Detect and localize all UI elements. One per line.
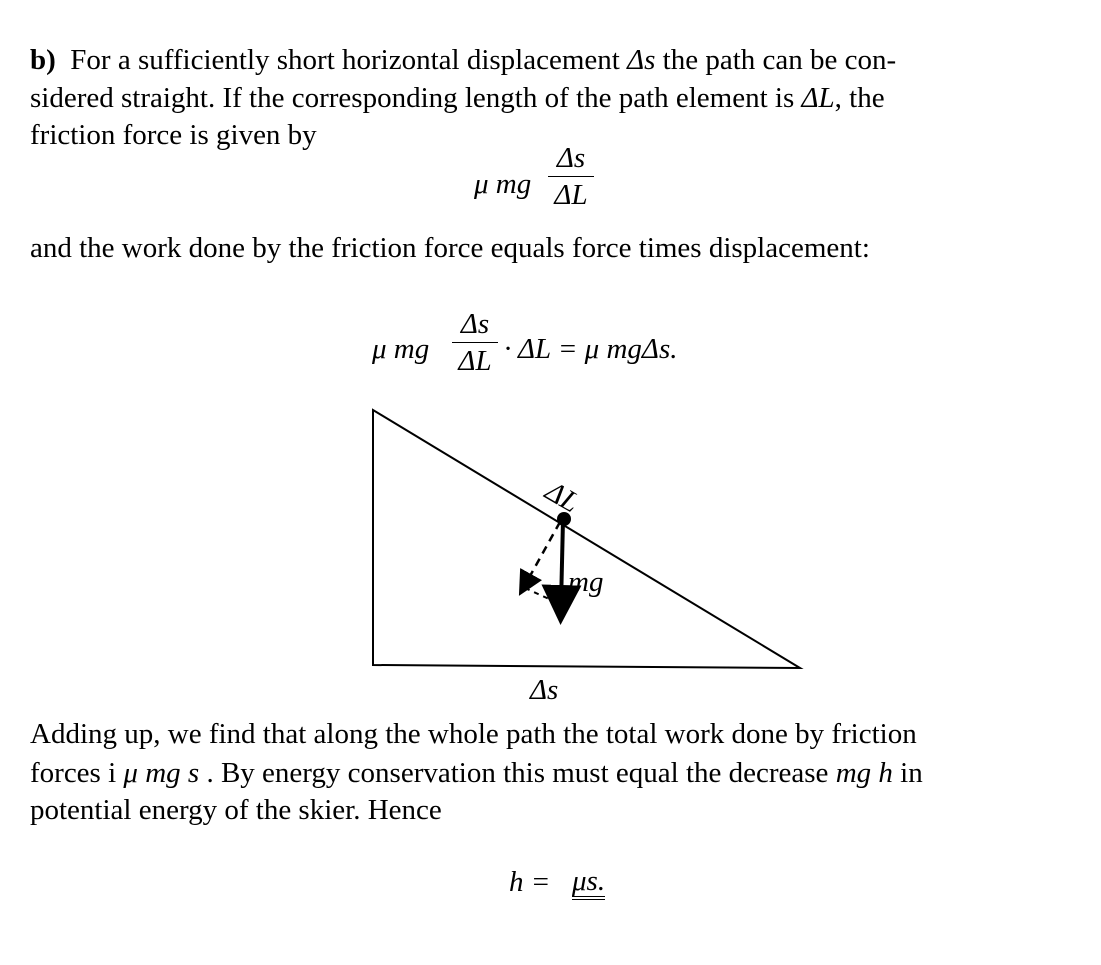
weight-arrow [561, 520, 563, 605]
delta-L-symbol: ΔL [801, 82, 835, 114]
text-segment: , the [834, 82, 885, 114]
delta-L-label: ΔL [540, 475, 585, 520]
result-lhs: h = [509, 866, 551, 898]
eq1-denominator: ΔL [554, 179, 588, 211]
text-segment: For a sufficiently short horizontal displacement [70, 44, 628, 76]
mu-mg-s: μ mg s [123, 757, 200, 789]
eq2-suffix: · ΔL = μ mgΔs. [504, 333, 678, 365]
mg-label: mg [568, 566, 604, 598]
eq1-numerator: Δs [556, 142, 586, 174]
mg-h: mg h [835, 757, 893, 789]
text-segment: the path can be con- [655, 44, 897, 76]
text-segment: . By energy conservation this must equal the decrease [199, 757, 836, 789]
conclusion-line-1: Adding up, we find that along the whole path the total work done by friction [30, 718, 917, 750]
conclusion-line-2 [30, 755, 923, 791]
text-segment: in [892, 757, 923, 789]
conclusion-line-3: potential energy of the skier. Hence [30, 794, 442, 826]
eq2-prefix: μ mg [372, 333, 430, 365]
part-b-line-3: friction force is given by [30, 119, 317, 151]
result-rhs: μs. [572, 866, 605, 900]
delta-s-symbol: Δs [627, 44, 656, 76]
part-label: b) [30, 44, 56, 76]
eq1-prefix: μ mg [474, 168, 532, 200]
dashed-connector [525, 588, 560, 604]
eq2-numerator: Δs [460, 308, 490, 340]
text-segment: sidered straight. If the corresponding length of the path element is [30, 82, 802, 114]
dashed-arrow [525, 522, 560, 585]
triangle-slope [373, 410, 800, 668]
delta-s-label: Δs [530, 674, 559, 706]
eq2-denominator: ΔL [458, 345, 492, 377]
text-segment: forces i [30, 757, 124, 789]
work-line: and the work done by the friction force equals force times displacement: [30, 232, 870, 264]
